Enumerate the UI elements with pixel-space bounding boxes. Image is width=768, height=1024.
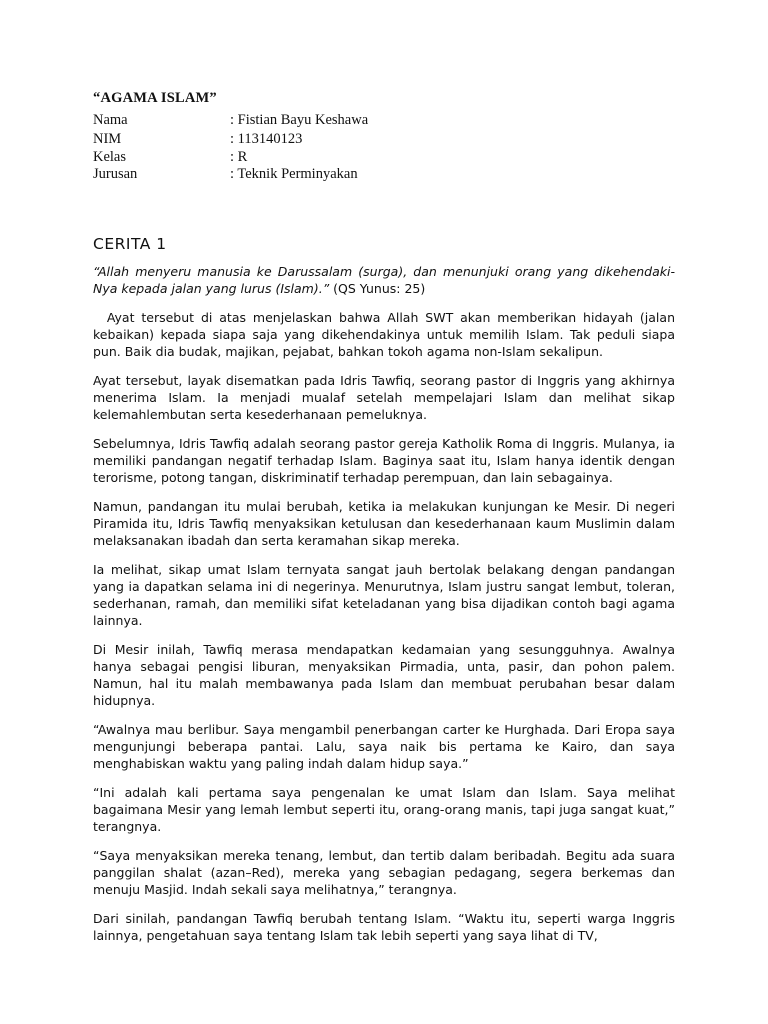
body-paragraph: Ia melihat, sikap umat Islam ternyata sangat jauh bertolak belakang dengan pandangan yang ia dapatkan selama ini di negerinya. Menurutnya, Islam justru sangat lembut, toleran, sederhanan, ramah, dan memiliki sifat keteladanan yang bisa dijadikan contoh bagi agama lainnya. [93, 562, 675, 628]
info-row-kelas [93, 149, 675, 166]
info-row-nama [93, 111, 675, 130]
info-label: Nama [93, 112, 128, 128]
body-paragraph: Dari sinilah, pandangan Tawfiq berubah tentang Islam. “Waktu itu, seperti warga Inggris lainnya, pengetahuan saya tentang Islam tak lebih seperti yang saya lihat di TV, [93, 911, 675, 943]
story-heading: CERITA 1 [93, 235, 167, 253]
info-label: NIM [93, 131, 122, 147]
info-value: : 113140123 [230, 131, 303, 147]
body-paragraph: “Ini adalah kali pertama saya pengenalan ke umat Islam dan Islam. Saya melihat bagaimana Mesir yang lemah lembut seperti itu, orang-orang manis, tapi juga sangat kuat,” terangnya. [93, 785, 675, 834]
body-paragraph: Ayat tersebut, layak disematkan pada Idris Tawfiq, seorang pastor di Inggris yang akhirnya menerima Islam. Ia menjadi mualaf setelah mempelajari Islam dan melihat sikap kelemahlembutan serta kesederhanaan pemeluknya. [93, 373, 675, 422]
body-paragraph: Sebelumnya, Idris Tawfiq adalah seorang pastor gereja Katholik Roma di Inggris. Mulanya, ia memiliki pandangan negatif terhadap Islam. Baginya saat itu, Islam hanya identik dengan terorisme, potong tangan, diskriminatif terhadap perempuan, dan lain sebagainya. [93, 436, 675, 485]
info-value: : Fistian Bayu Keshawa [230, 112, 369, 128]
body-paragraph: Ayat tersebut di atas menjelaskan bahwa Allah SWT akan memberikan hidayah (jalan kebaikan) kepada siapa saja yang dikehendakinya untuk memilih Islam. Tak peduli siapa pun. Baik dia budak, majikan, pejabat, bahkan tokoh agama non-Islam sekalipun. [93, 310, 679, 359]
document-title: “AGAMA ISLAM” [93, 90, 217, 106]
info-row-nim [93, 130, 675, 149]
verse-quote-text: “Allah menyeru manusia ke Darussalam (surga), dan menunjuki orang yang dikehendaki-Nya kepada jalan yang lurus (Islam).” [93, 264, 675, 296]
verse-quote [93, 263, 675, 297]
document-page [93, 90, 679, 944]
info-value: : R [230, 149, 248, 165]
body-paragraph: Namun, pandangan itu mulai berubah, ketika ia melakukan kunjungan ke Mesir. Di negeri Piramida itu, Idris Tawfiq menyaksikan ketulusan dan kesederhanaan kaum Muslimin dalam melaksanakan ibadah dan serta keramahan sikap mereka. [93, 499, 675, 548]
body-paragraph: Di Mesir inilah, Tawfiq merasa mendapatkan kedamaian yang sesungguhnya. Awalnya hanya sebagai pengisi liburan, menyaksikan Pirmadia, unta, pasir, dan pohon palem. Namun, hal itu malah membawanya pada Islam dan membuat perubahan besar dalam hidupnya. [93, 642, 675, 708]
info-value: : Teknik Perminyakan [230, 166, 358, 182]
info-label: Kelas [93, 149, 127, 165]
info-row-jurusan [93, 166, 675, 183]
verse-quote-source: (QS Yunus: 25) [329, 281, 426, 296]
body-paragraph: “Saya menyaksikan mereka tenang, lembut, dan tertib dalam beribadah. Begitu ada suara panggilan shalat (azan–Red), mereka yang sebagian pedagang, segera berkemas dan menuju Masjid. Indah sekali saya melihatnya,” terangnya. [93, 848, 675, 897]
body-paragraph: “Awalnya mau berlibur. Saya mengambil penerbangan carter ke Hurghada. Dari Eropa saya mengunjungi beberapa pantai. Lalu, saya naik bis pertama ke Kairo, dan saya menghabiskan waktu yang paling indah dalam hidup saya.” [93, 722, 675, 771]
info-label: Jurusan [93, 166, 138, 182]
